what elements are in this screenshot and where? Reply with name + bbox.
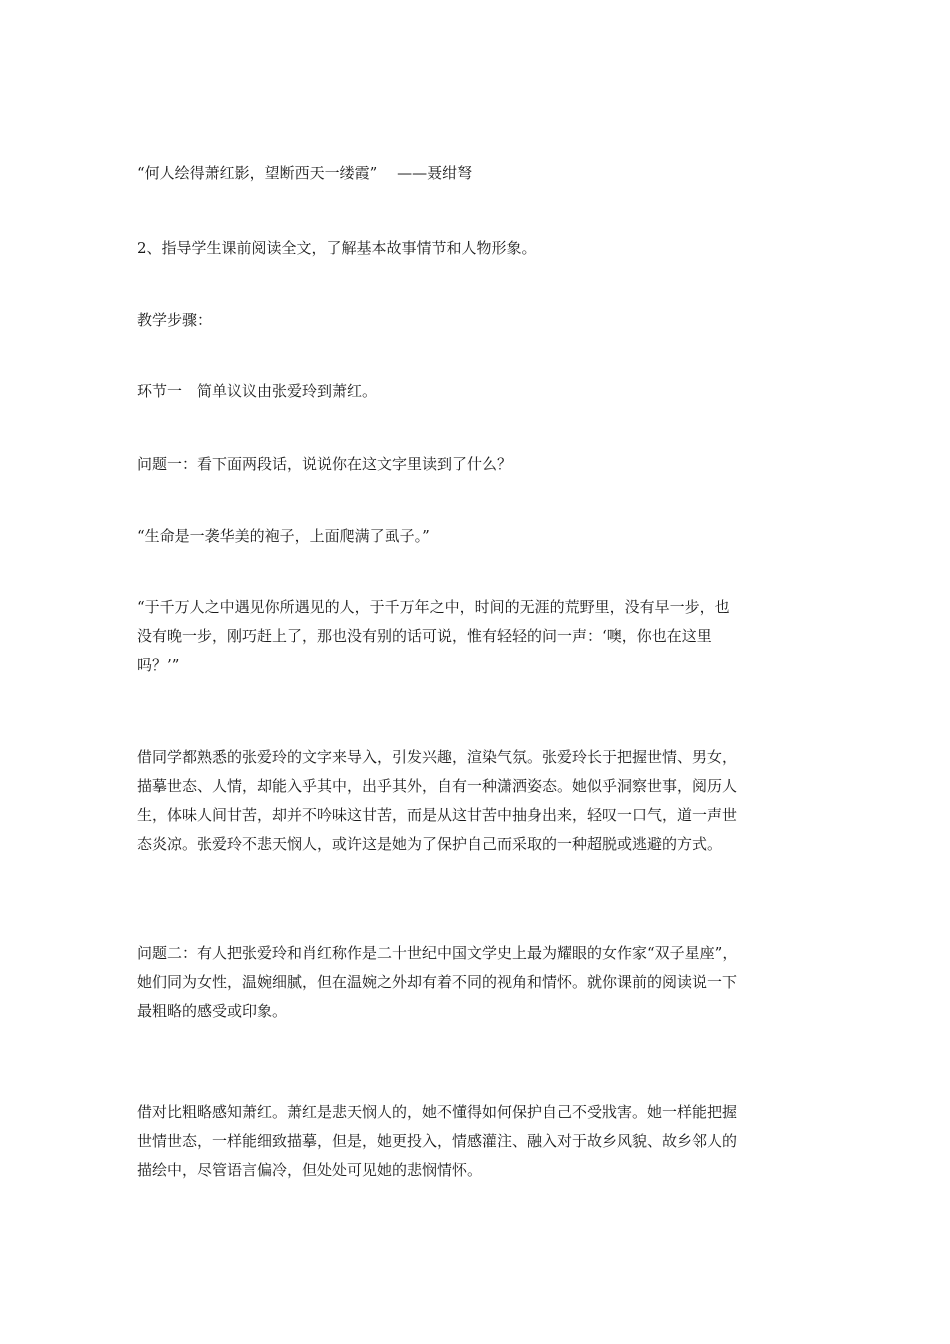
text-line: 借对比粗略感知萧红。萧红是悲天悯人的，她不懂得如何保护自己不受戕害。她一样能把握 (137, 1103, 738, 1121)
text-line: 教学步骤： (137, 311, 213, 329)
text-line: “何人绘得萧红影，望断西天一缕霞” ——聂绀弩 (137, 164, 473, 182)
step-heading (137, 377, 817, 406)
text-line: 借同学都熟悉的张爱玲的文字来导入，引发兴趣，渲染气氛。张爱玲长于把握世情、男女， (137, 748, 738, 766)
text-line: 没有晚一步，刚巧赶上了，那也没有别的话可说，惟有轻轻的问一声：‘噢，你也在这里 (137, 627, 712, 645)
commentary-two (137, 1098, 817, 1185)
text-line: 世情世态，一样能细致描摹，但是，她更投入，情感灌注、融入对于故乡风貌、故乡邻人的 (137, 1132, 738, 1150)
text-line: 问题二：有人把张爱玲和肖红称作是二十世纪中国文学史上最为耀眼的女作家“双子星座”， (137, 944, 738, 962)
text-line: “于千万人之中遇见你所遇见的人，于千万年之中，时间的无涯的荒野里，没有早一步，也 (137, 598, 730, 616)
text-line: 她们同为女性，温婉细腻，但在温婉之外却有着不同的视角和情怀。就你课前的阅读说一下 (137, 973, 738, 991)
quote-two (137, 593, 817, 680)
epigraph-quote (137, 159, 817, 188)
question-two (137, 939, 817, 1026)
text-line: 环节一 简单议议由张爱玲到萧红。 (137, 382, 378, 400)
text-line: 2、指导学生课前阅读全文，了解基本故事情节和人物形象。 (137, 239, 537, 257)
section-heading (137, 306, 817, 335)
text-line: 描摹世态、人情，却能入乎其中，出乎其外，自有一种潇洒姿态。她似乎洞察世事，阅历人 (137, 777, 738, 795)
text-line: “生命是一袭华美的袍子，上面爬满了虱子。” (137, 527, 430, 545)
question-one (137, 450, 817, 479)
text-line: 描绘中，尽管语言偏冷，但处处可见她的悲悯情怀。 (137, 1161, 483, 1179)
preparation-item (137, 234, 817, 263)
commentary-one (137, 743, 817, 859)
text-line: 问题一：看下面两段话，说说你在这文字里读到了什么？ (137, 455, 513, 473)
text-line: 态炎凉。张爱玲不悲天悯人，或许这是她为了保护自己而采取的一种超脱或逃避的方式。 (137, 835, 723, 853)
text-line: 生，体味人间甘苦，却并不吟味这甘苦，而是从这甘苦中抽身出来，轻叹一口气，道一声世 (137, 806, 738, 824)
quote-one (137, 522, 817, 551)
text-line: 吗？’” (137, 656, 180, 674)
text-line: 最粗略的感受或印象。 (137, 1002, 288, 1020)
